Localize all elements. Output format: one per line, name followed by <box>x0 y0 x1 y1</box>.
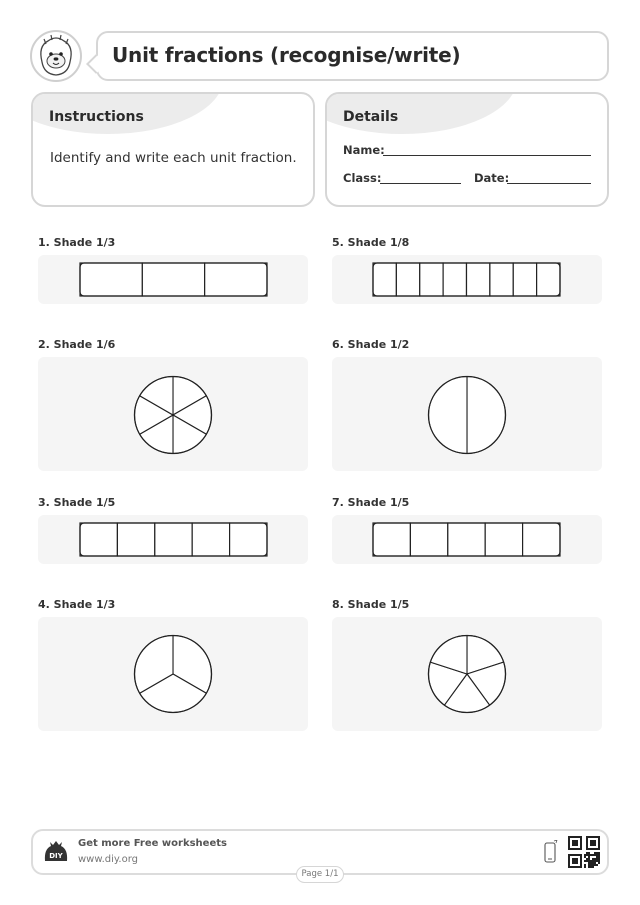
fraction-bar-svg <box>372 262 561 297</box>
fraction-part[interactable] <box>523 523 560 556</box>
instructions-heading: Instructions <box>49 109 144 125</box>
fraction-circle-svg <box>133 375 213 455</box>
fraction-part[interactable] <box>396 263 419 296</box>
fraction-part[interactable] <box>537 263 560 296</box>
mascot-icon <box>32 32 80 80</box>
fraction-part[interactable] <box>420 263 443 296</box>
question-2-label: 2. Shade 1/6 <box>38 338 116 351</box>
question-8-card <box>332 617 602 731</box>
fraction-circle-svg <box>427 634 507 714</box>
fraction-circle-svg <box>133 634 213 714</box>
fraction-part[interactable] <box>513 263 536 296</box>
question-5-label: 5. Shade 1/8 <box>332 236 410 249</box>
footer-promo-text: Get more Free worksheets <box>78 838 227 849</box>
class-field[interactable] <box>380 183 461 184</box>
fraction-part[interactable] <box>443 263 466 296</box>
phone-icon <box>544 840 558 864</box>
fraction-part[interactable] <box>429 377 467 454</box>
fraction-part[interactable] <box>467 377 505 454</box>
title-box <box>96 31 609 81</box>
qr-code-icon[interactable] <box>568 836 600 868</box>
date-field[interactable] <box>507 183 591 184</box>
question-6-label: 6. Shade 1/2 <box>332 338 410 351</box>
fraction-part[interactable] <box>230 523 267 556</box>
question-8-label: 8. Shade 1/5 <box>332 598 410 611</box>
question-7-label: 7. Shade 1/5 <box>332 496 410 509</box>
svg-text:DIY: DIY <box>49 852 63 860</box>
question-3-card <box>38 515 308 564</box>
fraction-part[interactable] <box>373 263 396 296</box>
question-6-card <box>332 357 602 471</box>
fraction-bar-svg <box>79 262 268 297</box>
fraction-part[interactable] <box>373 523 410 556</box>
question-3-label: 3. Shade 1/5 <box>38 496 116 509</box>
fraction-part[interactable] <box>467 263 490 296</box>
fraction-circle[interactable] <box>133 375 213 459</box>
diy-logo-icon <box>43 841 69 865</box>
question-7-card <box>332 515 602 564</box>
question-4-label: 4. Shade 1/3 <box>38 598 116 611</box>
name-field[interactable] <box>383 155 591 156</box>
fraction-circle[interactable] <box>427 375 507 459</box>
question-1-label: 1. Shade 1/3 <box>38 236 116 249</box>
instructions-panel <box>31 92 315 207</box>
page-number: Page 1/1 <box>296 866 344 883</box>
fraction-bar[interactable] <box>372 262 561 301</box>
fraction-bar-svg <box>372 522 561 557</box>
date-label: Date: <box>474 171 510 185</box>
mascot-avatar <box>30 30 82 82</box>
question-5-card <box>332 255 602 304</box>
details-panel <box>325 92 609 207</box>
fraction-part[interactable] <box>80 263 142 296</box>
page-title: Unit fractions (recognise/write) <box>112 43 461 67</box>
name-label: Name: <box>343 143 385 157</box>
instructions-text: Identify and write each unit fraction. <box>50 150 297 166</box>
fraction-part[interactable] <box>155 523 192 556</box>
fraction-part[interactable] <box>142 263 204 296</box>
question-2-card <box>38 357 308 471</box>
fraction-bar[interactable] <box>372 522 561 561</box>
fraction-part[interactable] <box>485 523 522 556</box>
question-1-card <box>38 255 308 304</box>
fraction-part[interactable] <box>490 263 513 296</box>
fraction-part[interactable] <box>80 523 117 556</box>
fraction-bar[interactable] <box>79 522 268 561</box>
fraction-circle-svg <box>427 375 507 455</box>
fraction-part[interactable] <box>205 263 267 296</box>
fraction-bar-svg <box>79 522 268 557</box>
fraction-part[interactable] <box>410 523 447 556</box>
question-4-card <box>38 617 308 731</box>
details-heading: Details <box>343 109 399 125</box>
fraction-part[interactable] <box>192 523 229 556</box>
fraction-part[interactable] <box>117 523 154 556</box>
class-label: Class: <box>343 171 382 185</box>
fraction-circle[interactable] <box>427 634 507 718</box>
fraction-circle[interactable] <box>133 634 213 718</box>
footer-website-link[interactable]: www.diy.org <box>78 854 138 865</box>
fraction-bar[interactable] <box>79 262 268 301</box>
fraction-part[interactable] <box>448 523 485 556</box>
